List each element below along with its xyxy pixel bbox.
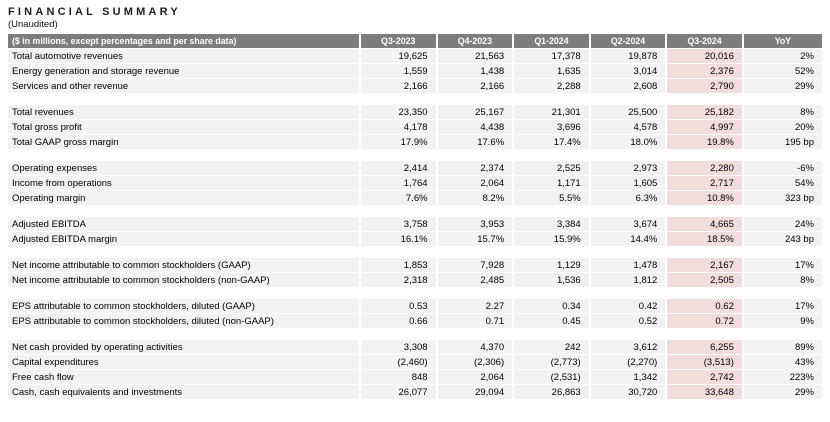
cell-value: 1,559 <box>361 64 438 79</box>
table-row <box>8 135 822 150</box>
row-label: Energy generation and storage revenue <box>8 64 361 79</box>
cell-value: (2,773) <box>514 355 591 370</box>
group-spacer <box>8 247 822 258</box>
cell-value: 242 <box>514 340 591 355</box>
row-label: EPS attributable to common stockholders, diluted (GAAP) <box>8 299 361 314</box>
cell-value: 8.2% <box>438 191 515 206</box>
cell-value-highlighted: 2,717 <box>667 176 744 191</box>
cell-value: 0.45 <box>514 314 591 329</box>
row-label: Total GAAP gross margin <box>8 135 361 150</box>
cell-value: 29% <box>744 79 822 94</box>
cell-value: 3,696 <box>514 120 591 135</box>
cell-value: 2,608 <box>591 79 668 94</box>
row-label: Capital expenditures <box>8 355 361 370</box>
table-row <box>8 340 822 355</box>
table-row <box>8 217 822 232</box>
cell-value: 2,973 <box>591 161 668 176</box>
group-spacer <box>8 288 822 299</box>
cell-value: 1,764 <box>361 176 438 191</box>
cell-value-highlighted: 2,790 <box>667 79 744 94</box>
cell-value: 1,438 <box>438 64 515 79</box>
cell-value-highlighted: 10.8% <box>667 191 744 206</box>
cell-value: 19,625 <box>361 49 438 64</box>
cell-value: 17.4% <box>514 135 591 150</box>
cell-value-highlighted: 4,997 <box>667 120 744 135</box>
cell-value: 848 <box>361 370 438 385</box>
cell-value: 4,438 <box>438 120 515 135</box>
row-label: Total revenues <box>8 105 361 120</box>
cell-value: 2,414 <box>361 161 438 176</box>
cell-value: 25,500 <box>591 105 668 120</box>
cell-value: 30,720 <box>591 385 668 400</box>
row-label: Operating margin <box>8 191 361 206</box>
cell-value: 29% <box>744 385 822 400</box>
cell-value: 6.3% <box>591 191 668 206</box>
cell-value: 17.9% <box>361 135 438 150</box>
cell-value: 2,288 <box>514 79 591 94</box>
group-spacer <box>8 94 822 105</box>
cell-value: 7,928 <box>438 258 515 273</box>
cell-value: 21,301 <box>514 105 591 120</box>
row-label: Total automotive revenues <box>8 49 361 64</box>
table-row <box>8 355 822 370</box>
cell-value: 243 bp <box>744 232 822 247</box>
row-label: EPS attributable to common stockholders, diluted (non-GAAP) <box>8 314 361 329</box>
cell-value: 3,308 <box>361 340 438 355</box>
column-header: Q3-2023 <box>361 34 438 49</box>
cell-value: 0.34 <box>514 299 591 314</box>
cell-value: 0.42 <box>591 299 668 314</box>
table-row <box>8 258 822 273</box>
cell-value: 16.1% <box>361 232 438 247</box>
cell-value-highlighted: 2,280 <box>667 161 744 176</box>
table-body <box>8 49 822 400</box>
table-row <box>8 105 822 120</box>
cell-value: 0.53 <box>361 299 438 314</box>
cell-value-highlighted: 2,376 <box>667 64 744 79</box>
cell-value: 4,370 <box>438 340 515 355</box>
cell-value: (2,460) <box>361 355 438 370</box>
table-row <box>8 232 822 247</box>
cell-value: 2% <box>744 49 822 64</box>
cell-value: 26,863 <box>514 385 591 400</box>
cell-value-highlighted: 2,742 <box>667 370 744 385</box>
cell-value: 223% <box>744 370 822 385</box>
row-label: Net income attributable to common stockholders (GAAP) <box>8 258 361 273</box>
cell-value: 1,342 <box>591 370 668 385</box>
cell-value-highlighted: 4,665 <box>667 217 744 232</box>
cell-value: 54% <box>744 176 822 191</box>
cell-value: 20% <box>744 120 822 135</box>
table-row <box>8 161 822 176</box>
group-spacer <box>8 206 822 217</box>
table-row <box>8 385 822 400</box>
cell-value: 2,166 <box>438 79 515 94</box>
cell-value: 1,812 <box>591 273 668 288</box>
cell-value-highlighted: 2,167 <box>667 258 744 273</box>
cell-value-highlighted: (3,513) <box>667 355 744 370</box>
cell-value: 1,635 <box>514 64 591 79</box>
cell-value: 18.0% <box>591 135 668 150</box>
column-header: Q3-2024 <box>667 34 744 49</box>
cell-value: 21,563 <box>438 49 515 64</box>
row-label: Services and other revenue <box>8 79 361 94</box>
cell-value: 26,077 <box>361 385 438 400</box>
financial-summary-table <box>8 34 822 400</box>
row-label: Income from operations <box>8 176 361 191</box>
cell-value: 3,014 <box>591 64 668 79</box>
cell-value: 0.66 <box>361 314 438 329</box>
cell-value: (2,531) <box>514 370 591 385</box>
table-row <box>8 64 822 79</box>
cell-value: 19,878 <box>591 49 668 64</box>
table-row <box>8 299 822 314</box>
cell-value-highlighted: 25,182 <box>667 105 744 120</box>
table-row <box>8 273 822 288</box>
cell-value-highlighted: 0.62 <box>667 299 744 314</box>
group-spacer <box>8 150 822 161</box>
cell-value: 2,374 <box>438 161 515 176</box>
table-row <box>8 120 822 135</box>
cell-value: 1,171 <box>514 176 591 191</box>
cell-value: 3,758 <box>361 217 438 232</box>
table-header-row <box>8 34 822 49</box>
cell-value: (2,306) <box>438 355 515 370</box>
cell-value: 89% <box>744 340 822 355</box>
cell-value: 2,525 <box>514 161 591 176</box>
cell-value: 1,605 <box>591 176 668 191</box>
cell-value: 5.5% <box>514 191 591 206</box>
table-row <box>8 370 822 385</box>
cell-value: 2,166 <box>361 79 438 94</box>
cell-value: 2,064 <box>438 370 515 385</box>
cell-value: 195 bp <box>744 135 822 150</box>
cell-value: 1,129 <box>514 258 591 273</box>
cell-value: 15.9% <box>514 232 591 247</box>
row-label: Operating expenses <box>8 161 361 176</box>
cell-value: 29,094 <box>438 385 515 400</box>
cell-value: 25,167 <box>438 105 515 120</box>
cell-value: 9% <box>744 314 822 329</box>
row-label: Net income attributable to common stockholders (non-GAAP) <box>8 273 361 288</box>
cell-value: 0.52 <box>591 314 668 329</box>
cell-value-highlighted: 0.72 <box>667 314 744 329</box>
cell-value-highlighted: 19.8% <box>667 135 744 150</box>
column-header: Q1-2024 <box>514 34 591 49</box>
cell-value: 2,318 <box>361 273 438 288</box>
cell-value: 3,612 <box>591 340 668 355</box>
cell-value: 3,953 <box>438 217 515 232</box>
row-label: Adjusted EBITDA <box>8 217 361 232</box>
row-label: Net cash provided by operating activities <box>8 340 361 355</box>
cell-value: 17.6% <box>438 135 515 150</box>
cell-value-highlighted: 2,505 <box>667 273 744 288</box>
column-header: Q2-2024 <box>591 34 668 49</box>
group-spacer <box>8 329 822 340</box>
cell-value: 7.6% <box>361 191 438 206</box>
cell-value: 3,674 <box>591 217 668 232</box>
table-row <box>8 176 822 191</box>
cell-value: 23,350 <box>361 105 438 120</box>
cell-value: 2,485 <box>438 273 515 288</box>
cell-value: 4,178 <box>361 120 438 135</box>
cell-value-highlighted: 33,648 <box>667 385 744 400</box>
cell-value: 15.7% <box>438 232 515 247</box>
page-subtitle: (Unaudited) <box>8 19 58 30</box>
cell-value: 17% <box>744 299 822 314</box>
cell-value: 1,853 <box>361 258 438 273</box>
cell-value: 2,064 <box>438 176 515 191</box>
cell-value-highlighted: 20,016 <box>667 49 744 64</box>
table-row <box>8 191 822 206</box>
row-label: Cash, cash equivalents and investments <box>8 385 361 400</box>
cell-value: 14.4% <box>591 232 668 247</box>
column-header: Q4-2023 <box>438 34 515 49</box>
cell-value: 3,384 <box>514 217 591 232</box>
column-header: YoY <box>744 34 822 49</box>
cell-value-highlighted: 18.5% <box>667 232 744 247</box>
cell-value: (2,270) <box>591 355 668 370</box>
table-row <box>8 314 822 329</box>
row-label: Free cash flow <box>8 370 361 385</box>
cell-value: 2.27 <box>438 299 515 314</box>
cell-value: 17,378 <box>514 49 591 64</box>
page-title: FINANCIAL SUMMARY <box>8 6 181 18</box>
cell-value-highlighted: 6,255 <box>667 340 744 355</box>
cell-value: 17% <box>744 258 822 273</box>
label-column-header: ($ in millions, except percentages and per share data) <box>8 34 361 49</box>
cell-value: 323 bp <box>744 191 822 206</box>
row-label: Total gross profit <box>8 120 361 135</box>
cell-value: 4,578 <box>591 120 668 135</box>
cell-value: 8% <box>744 273 822 288</box>
table-row <box>8 49 822 64</box>
cell-value: 0.71 <box>438 314 515 329</box>
cell-value: 52% <box>744 64 822 79</box>
cell-value: 43% <box>744 355 822 370</box>
cell-value: 24% <box>744 217 822 232</box>
row-label: Adjusted EBITDA margin <box>8 232 361 247</box>
cell-value: 1,536 <box>514 273 591 288</box>
cell-value: 1,478 <box>591 258 668 273</box>
cell-value: -6% <box>744 161 822 176</box>
cell-value: 8% <box>744 105 822 120</box>
table-row <box>8 79 822 94</box>
